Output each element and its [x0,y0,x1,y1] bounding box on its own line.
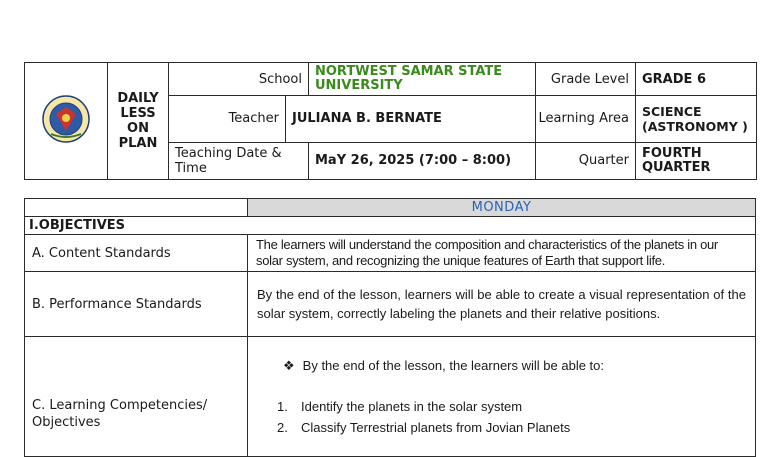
quarter-label: Quarter [536,142,636,179]
competencies-cell [248,337,756,457]
header-table [24,62,757,180]
teacher-value: JULIANA B. BERNATE [286,96,536,142]
grade-level-value: GRADE 6 [636,63,757,96]
performance-standards-text: By the end of the lesson, learners will be able to create a visual representation of the solar system, correctly labeling the planets and their relative positions. [248,272,756,337]
daily-lesson-plan-label: DAILY LESS ON PLAN [108,63,169,180]
diamond-bullet-icon: ❖ [283,358,295,373]
competencies-intro-text: By the end of the lesson, the learners will be able to: [302,358,605,373]
learning-area-label: Learning Area [536,96,636,142]
teaching-date-value: MaY 26, 2025 (7:00 – 8:00) [309,142,536,179]
objectives-table [24,198,756,457]
performance-standards-label: B. Performance Standards [25,272,248,337]
deped-seal-icon [41,94,91,144]
grade-level-label: Grade Level [536,63,636,96]
competency-item: 2. Classify Terrestrial planets from Jovian Planets [277,420,571,435]
teaching-date-label: Teaching Date & Time [169,142,309,179]
content-standards-label: A. Content Standards [25,235,248,272]
competencies-label: C. Learning Competencies/ Objectives [25,337,248,457]
content-standards-text: The learners will understand the composition and characteristics of the planets in our solar system, and recognizing the unique features of Earth that support life. [248,235,756,272]
quarter-value: FOURTH QUARTER [636,142,757,179]
competencies-list [248,376,755,438]
competencies-intro [248,337,755,376]
blank-header-cell [25,199,248,217]
deped-seal-logo [25,63,108,180]
objectives-section-title: I.OBJECTIVES [25,217,756,235]
school-label: School [169,63,309,96]
school-value: NORTWEST SAMAR STATE UNIVERSITY [309,63,536,96]
teacher-label: Teacher [169,96,286,142]
learning-area-value: SCIENCE (ASTRONOMY ) [636,96,757,142]
competency-item: 1. Identify the planets in the solar system [277,399,523,414]
day-header: MONDAY [248,199,756,217]
